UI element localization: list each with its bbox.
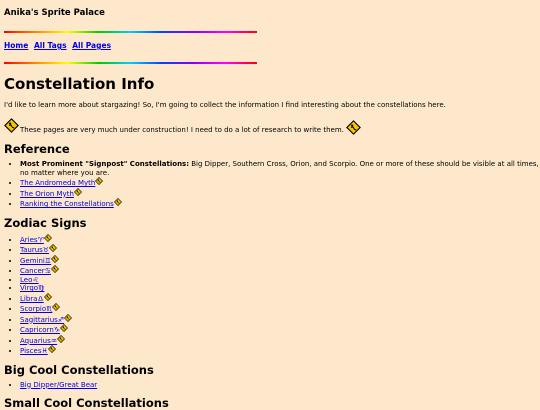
list-item bbox=[20, 234, 540, 245]
list-item bbox=[20, 284, 540, 293]
list-item bbox=[20, 276, 540, 285]
under-construction-sign-icon bbox=[60, 324, 68, 332]
under-construction-sign-icon bbox=[4, 118, 19, 133]
under-construction-sign-icon bbox=[51, 265, 59, 273]
list-item bbox=[20, 160, 540, 177]
list-item bbox=[20, 303, 540, 314]
site-title: Anika's Sprite Palace bbox=[4, 8, 105, 18]
small-cool-heading: Small Cool Constellations bbox=[4, 396, 169, 410]
zodiac-link[interactable]: Capricorn♑ bbox=[20, 326, 61, 334]
list-item bbox=[20, 314, 540, 325]
zodiac-link[interactable]: Libra♎ bbox=[20, 294, 44, 303]
list-item bbox=[20, 381, 540, 390]
zodiac-link[interactable]: Cancer♋ bbox=[20, 267, 51, 275]
rainbow-divider-top bbox=[4, 31, 257, 33]
zodiac-link[interactable]: Aquarius♒ bbox=[20, 336, 58, 345]
zodiac-link[interactable]: Pisces♓ bbox=[20, 347, 48, 355]
zodiac-link[interactable]: Scorpio♏ bbox=[20, 305, 53, 313]
under-construction-sign-icon bbox=[44, 293, 52, 301]
under-construction-sign-icon bbox=[48, 345, 56, 353]
zodiac-link[interactable]: Aries♈ bbox=[20, 235, 44, 244]
list-item bbox=[20, 255, 540, 266]
list-item bbox=[20, 345, 540, 356]
under-construction-sign-icon bbox=[74, 188, 82, 196]
list-item bbox=[20, 324, 540, 335]
nav-all-pages-link[interactable]: All Pages bbox=[72, 41, 112, 50]
rainbow-divider-bottom bbox=[4, 62, 257, 64]
big-dipper-link[interactable]: Big Dipper/Great Bear bbox=[20, 380, 98, 389]
zodiac-link[interactable]: Sagittarius♐ bbox=[20, 315, 65, 324]
big-cool-list bbox=[4, 381, 540, 390]
under-construction-sign-icon bbox=[64, 314, 72, 322]
list-item bbox=[20, 188, 540, 199]
zodiac-link[interactable]: Gemini♊ bbox=[20, 256, 52, 265]
list-item bbox=[20, 177, 540, 188]
signpost-label: Most Prominent "Signpost" Constellations: bbox=[20, 160, 190, 168]
reference-heading: Reference bbox=[4, 142, 70, 156]
andromeda-myth-link[interactable]: The Andromeda Myth bbox=[20, 179, 96, 187]
zodiac-link[interactable]: Virgo♍ bbox=[20, 284, 45, 292]
list-item bbox=[20, 335, 540, 346]
under-construction-sign-icon bbox=[51, 255, 59, 263]
reference-list bbox=[4, 160, 540, 209]
zodiac-link[interactable]: Taurus♉ bbox=[20, 246, 50, 254]
nav-home-link[interactable]: Home bbox=[4, 41, 29, 50]
under-construction-sign-icon bbox=[114, 198, 122, 206]
top-nav bbox=[4, 41, 540, 50]
under-construction-sign-icon bbox=[49, 244, 57, 252]
page-title: Constellation Info bbox=[4, 75, 155, 93]
intro-text: I'd like to learn more about stargazing! So, I'm going to collect the information I find interesting about the constellations here. bbox=[4, 101, 446, 109]
ranking-constellations-link[interactable]: Ranking the Constellations bbox=[20, 200, 114, 208]
under-construction-sign-icon bbox=[346, 120, 361, 135]
list-item bbox=[20, 198, 540, 209]
under-construction-sign-icon bbox=[44, 234, 52, 242]
construction-note-text: These pages are very much under construction! I need to do a lot of research to write them. bbox=[20, 126, 344, 134]
list-item bbox=[20, 244, 540, 255]
under-construction-sign-icon bbox=[57, 335, 65, 343]
zodiac-heading: Zodiac Signs bbox=[4, 215, 87, 230]
signpost-text: Big Dipper, Southern Cross, Orion, and Scorpio. One or more of these should be visible at all times, no matter where you are. bbox=[20, 160, 539, 177]
list-item bbox=[20, 265, 540, 276]
zodiac-link[interactable]: Leo♌ bbox=[20, 275, 39, 284]
nav-all-tags-link[interactable]: All Tags bbox=[33, 41, 67, 50]
under-construction-sign-icon bbox=[52, 303, 60, 311]
zodiac-list bbox=[4, 234, 540, 356]
list-item bbox=[20, 293, 540, 304]
construction-note bbox=[4, 120, 540, 135]
big-cool-heading: Big Cool Constellations bbox=[4, 362, 154, 377]
under-construction-sign-icon bbox=[95, 177, 103, 185]
orion-myth-link[interactable]: The Orion Myth bbox=[20, 189, 74, 198]
